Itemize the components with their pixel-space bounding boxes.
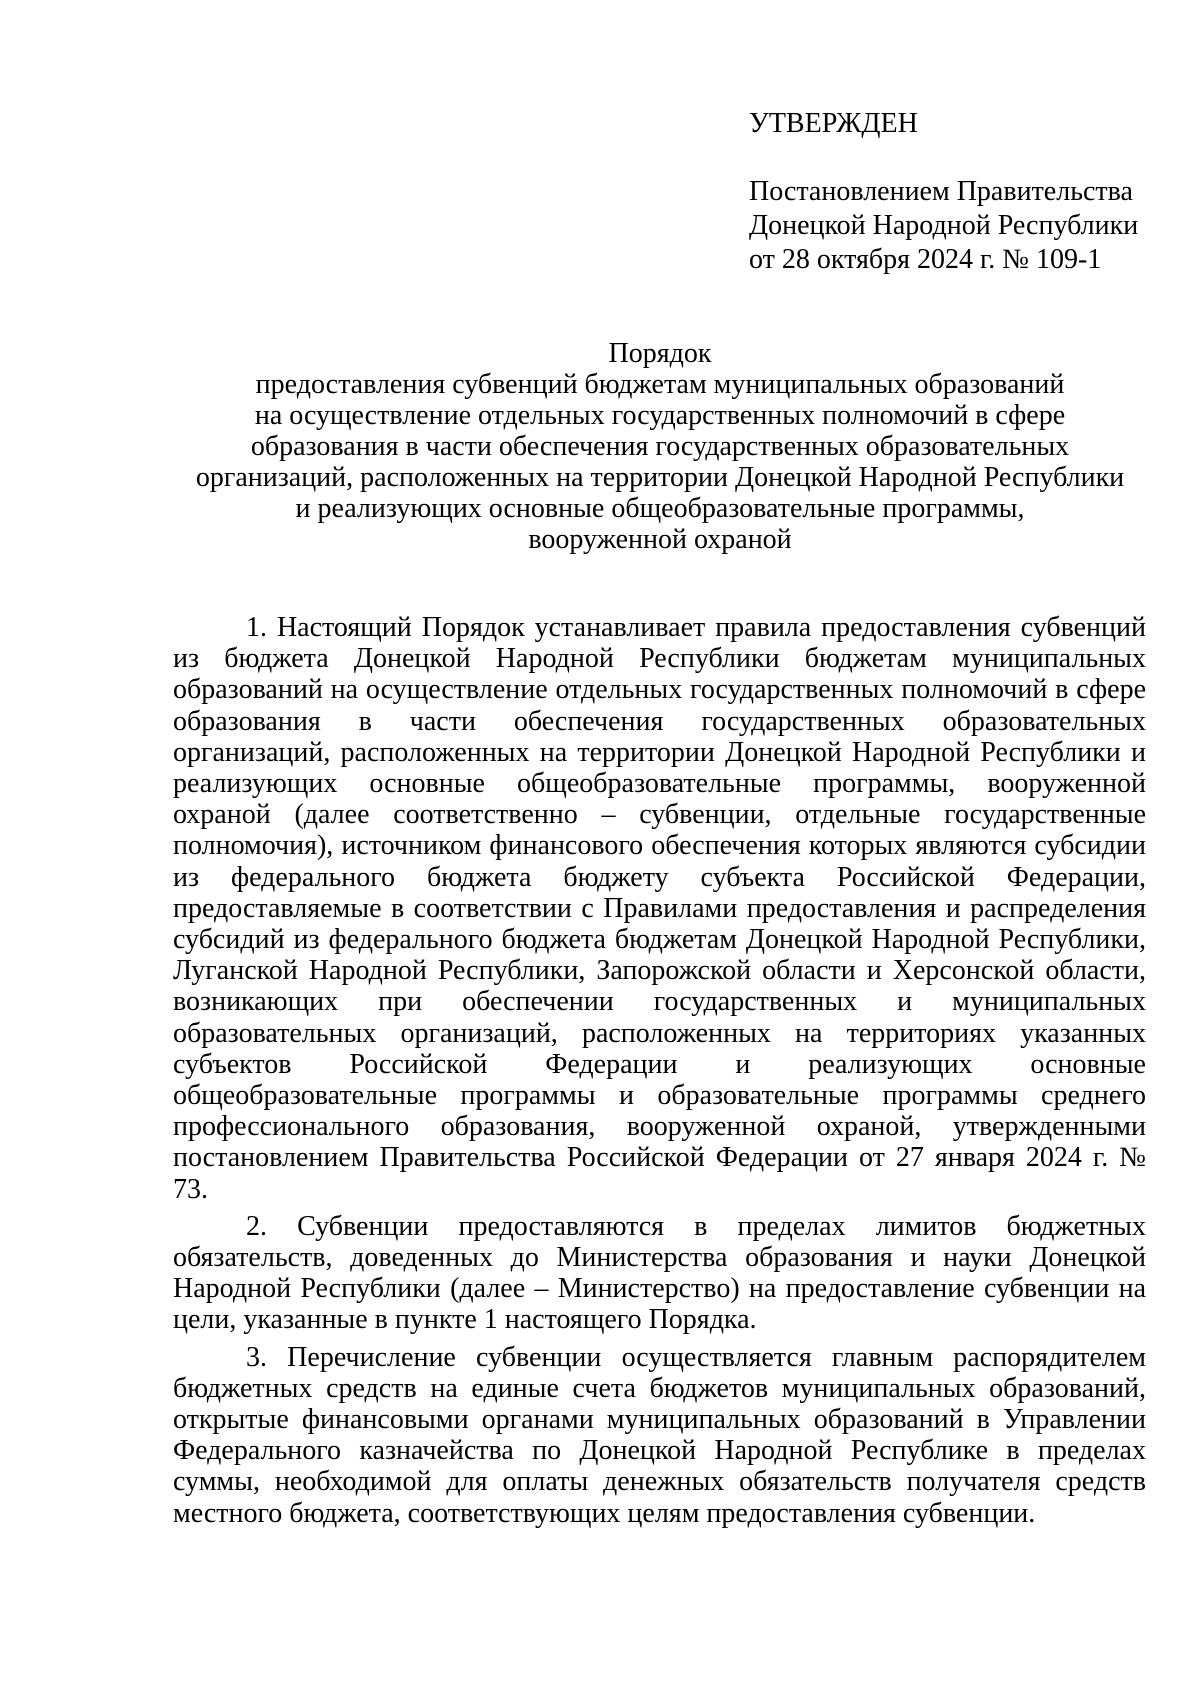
document-title [120,338,1200,555]
paragraph-2: 2. Субвенции предоставляются в пределах лимитов бюджетных обязательств, доведенных до Министерства образования и науки Донецкой Народной Республики (далее – Министерство) на предоставление субвенции на цели, указанные в пункте 1 настоящего Порядка. [173,1210,1146,1336]
paragraph-1: 1. Настоящий Порядок устанавливает правила предоставления субвенций из бюджета Донецкой Народной Республики бюджетам муниципальных образований на осуществление отдельных государственных полномочий в сфере образования в части обеспечения государственных образовательных организаций, расположенных на территории Донецкой Народной Республики и реализующих основные общеобразовательные программы, вооруженной охраной (далее соответственно – субвенции, отдельные государственные полномочия), источником финансового обеспечения которых являются субсидии из федерального бюджета бюджету субъекта Российской Федерации, предоставляемые в соответствии с Правилами предоставления и распределения субсидий из федерального бюджета бюджетам Донецкой Народной Республики, Луганской Народной Республики, Запорожской области и Херсонской области, возникающих при обеспечении государственных и муниципальных образовательных организаций, расположенных на территориях указанных субъектов Российской Федерации и реализующих основные общеобразовательные программы и образовательные программы среднего профессионального образования, вооруженной охраной, утвержденными постановлением Правительства Российской Федерации от 27 января 2024 г. № 73. [173,612,1146,1205]
approval-line-republic: Донецкой Народной Республики [749,210,1139,241]
title-line: на осуществление отдельных государственных полномочий в сфере [254,400,1066,431]
approval-stamp: УТВЕРЖДЕН [749,108,918,139]
title-line: организаций, расположенных на территории Донецкой Народной Республики [195,462,1125,493]
approval-block [749,107,1169,277]
title-line: и реализующих основные общеобразовательные программы, [295,493,1025,524]
approval-line-date-number: от 28 октября 2024 г. № 109-1 [749,244,1102,275]
title-heading: Порядок [608,338,712,369]
title-line: предоставления субвенций бюджетам муниципальных образований [255,369,1065,400]
document-body [173,612,1146,1535]
approval-line-authority: Постановлением Правительства [749,176,1133,207]
title-line: вооруженной охраной [528,524,792,555]
title-line: образования в части обеспечения государственных образовательных [250,431,1070,462]
paragraph-3: 3. Перечисление субвенции осуществляется главным распорядителем бюджетных средств на единые счета бюджетов муниципальных образований, открытые финансовыми органами муниципальных образований в Управлении Федерального казначейства по Донецкой Народной Республике в пределах суммы, необходимой для оплаты денежных обязательств получателя средств местного бюджета, соответствующих целям предоставления субвенции. [173,1341,1146,1529]
